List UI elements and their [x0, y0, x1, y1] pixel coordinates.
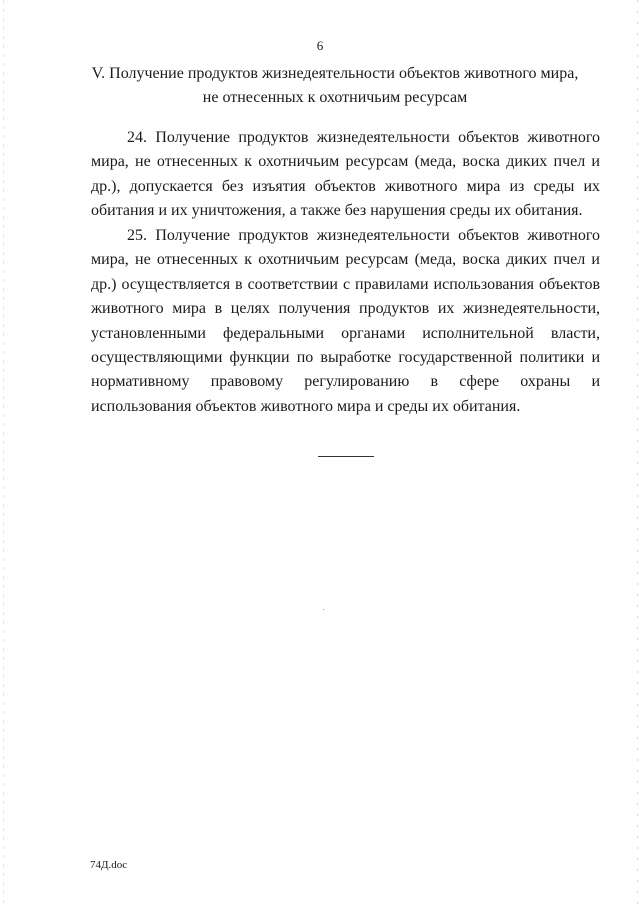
paragraph-24 — [91, 126, 600, 224]
paragraph-line: осуществляющими функции по выработке государственной политики и — [91, 348, 600, 366]
end-of-text-rule — [318, 456, 374, 457]
paragraph-line: 24. Получение продуктов жизнедеятельности объектов животного — [127, 129, 600, 146]
scan-edge-right — [637, 0, 638, 905]
scan-edge-left — [3, 0, 4, 905]
paragraph-line: др.) осуществляется в соответствии с правилами использования объектов — [91, 275, 600, 293]
paragraph-line: установленными федеральными органами исполнительной власти, — [91, 324, 600, 342]
paragraph-line: обитания и их уничтожения, а также без нарушения среды их обитания. — [91, 202, 583, 220]
page-number: 6 — [316, 38, 324, 53]
paragraph-line: др.), допускается без изъятия объектов животного мира из среды их — [91, 177, 600, 195]
paragraph-line: животного мира в целях получения продуктов их жизнедеятельности, — [91, 300, 600, 318]
paragraph-line: нормативному правовому регулированию в сфере охраны и — [91, 373, 600, 391]
paragraph-line: использования объектов животного мира и среды их обитания. — [91, 397, 521, 415]
section-title — [70, 62, 600, 110]
section-title-line: не отнесенных к охотничьим ресурсам — [202, 89, 468, 106]
footer-filename: 74Д.doc — [90, 859, 128, 871]
scan-speck — [323, 609, 324, 610]
paragraph-line: мира, не отнесенных к охотничьим ресурсам (меда, воска диких пчел и — [91, 153, 600, 171]
section-title-line: V. Получение продуктов жизнедеятельности объектов животного мира, — [91, 65, 579, 82]
paragraph-line: мира, не отнесенных к охотничьим ресурсам (меда, воска диких пчел и — [91, 251, 600, 269]
paragraph-line: 25. Получение продуктов жизнедеятельности объектов животного — [127, 227, 600, 244]
paragraph-25 — [91, 224, 600, 419]
